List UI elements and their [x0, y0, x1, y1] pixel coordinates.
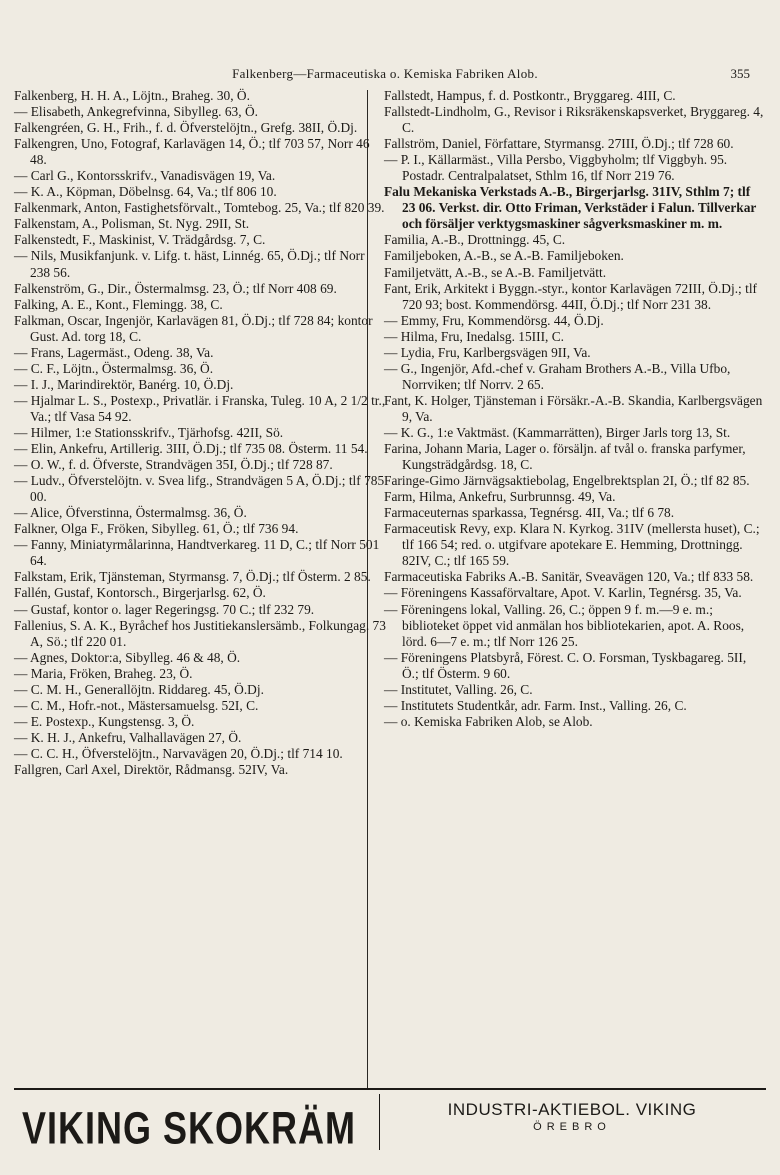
- directory-entry: Falkman, Oscar, Ingenjör, Karlavägen 81, Ö.Dj.; tlf 728 84; kontor Gust. Ad. torg 18, C.: [14, 312, 373, 344]
- directory-entry: Fallén, Gustaf, Kontorsch., Birgerjarlsg. 62, Ö.: [14, 585, 266, 601]
- directory-entry: — Hilma, Fru, Inedalsg. 15III, C.: [384, 328, 565, 344]
- directory-entry: — K. A., Köpman, Döbelnsg. 64, Va.; tlf 806 10.: [14, 184, 277, 200]
- directory-entry: Fallenius, S. A. K., Byråchef hos Justitiekanslersämb., Folkungag. 73 A, Sö.; tlf 220 01.: [14, 617, 386, 649]
- directory-entry: Falkenmark, Anton, Fastighetsförvalt., Tomtebog. 25, Va.; tlf 820 39.: [14, 200, 385, 216]
- ad-company: [382, 1100, 762, 1133]
- ad-company-city: ÖREBRO: [533, 1121, 611, 1133]
- directory-entry: — Frans, Lagermäst., Odeng. 38, Va.: [14, 344, 214, 360]
- directory-entry: Familia, A.-B., Drottningg. 45, C.: [384, 232, 566, 248]
- directory-entry: — Nils, Musikfanjunk. v. Lifg. t. häst, Linnég. 65, Ö.Dj.; tlf Norr 238 56.: [14, 248, 365, 280]
- directory-entry: — Ludv., Öfverstelöjtn. v. Svea lifg., Strandvägen 5 A, Ö.Dj.; tlf 785 00.: [14, 473, 385, 505]
- directory-entry: — Föreningens lokal, Valling. 26, C.; öppen 9 f. m.—9 e. m.; biblioteket öppet vid anmälan hos bibliotekarien, apot. A. Roos, lörd. 6—7 e. m.; tlf Norr 126 25.: [384, 601, 745, 649]
- directory-entry: Falkenström, G., Dir., Östermalmsg. 23, Ö.; tlf Norr 408 69.: [14, 280, 337, 296]
- directory-entry: — C. C. H., Öfverstelöjtn., Narvavägen 20, Ö.Dj.; tlf 714 10.: [14, 745, 343, 761]
- advertisement-strip: [14, 1088, 766, 1158]
- directory-entry: — Emmy, Fru, Kommendörsg. 44, Ö.Dj.: [384, 312, 604, 328]
- directory-entry: — Alice, Öfverstinna, Östermalmsg. 36, Ö.: [14, 505, 247, 521]
- directory-entry: — Elisabeth, Ankegrefvinna, Sibylleg. 63, Ö.: [14, 104, 258, 120]
- running-header: [20, 66, 750, 86]
- directory-entry: Falkengréen, G. H., Frih., f. d. Öfverstelöjtn., Grefg. 38II, Ö.Dj.: [14, 120, 358, 136]
- directory-entry: Familjeboken, A.-B., se A.-B. Familjeboken.: [384, 248, 624, 264]
- directory-entry: — Föreningens Kassaförvaltare, Apot. V. Karlin, Tegnérsg. 35, Va.: [384, 585, 742, 601]
- directory-entry: Falkner, Olga F., Fröken, Sibylleg. 61, Ö.; tlf 736 94.: [14, 521, 299, 537]
- directory-entry: Falu Mekaniska Verkstads A.-B., Birgerjarlsg. 31IV, Sthlm 7; tlf 23 06. Verkst. dir. Otto Friman, Verkstäder i Falun. Tillverkar och försäljer verktygsmaskiner sågverksmaskiner m. m.: [384, 184, 757, 232]
- ad-company-name: INDUSTRI-AKTIEBOL. VIKING: [447, 1100, 697, 1119]
- directory-entry: Fallström, Daniel, Författare, Styrmansg. 27III, Ö.Dj.; tlf 728 60.: [384, 136, 734, 152]
- directory-entry: — O. W., f. d. Öfverste, Strandvägen 35I, Ö.Dj.; tlf 728 87.: [14, 457, 333, 473]
- directory-entry: Falkenstedt, F., Maskinist, V. Trädgårdsg. 7, C.: [14, 232, 266, 248]
- directory-entry: — Elin, Ankefru, Artillerig. 3III, Ö.Dj.; tlf 735 08. Österm. 11 54.: [14, 441, 368, 457]
- directory-entry: — P. I., Källarmäst., Villa Persbo, Viggbyholm; tlf Viggbyh. 95. Postadr. Centralpalatset, Sthlm 16, tlf Norr 219 76.: [384, 152, 728, 184]
- page-number: 355: [730, 66, 750, 81]
- directory-entry: Faringe-Gimo Järnvägsaktiebolag, Engelbrektsplan 2I, Ö.; tlf 82 85.: [384, 473, 750, 489]
- directory-entry: — Hilmer, 1:e Stationsskrifv., Tjärhofsg. 42II, Sö.: [14, 424, 284, 440]
- directory-entry: Fallgren, Carl Axel, Direktör, Rådmansg. 52IV, Va.: [14, 761, 289, 777]
- directory-entry: — I. J., Marindirektör, Banérg. 10, Ö.Dj.: [14, 376, 234, 392]
- directory-entry: — Gustaf, kontor o. lager Regeringsg. 70 C.; tlf 232 79.: [14, 601, 315, 617]
- directory-entry: — Fanny, Miniatyrmålarinna, Handtverkareg. 11 D, C.; tlf Norr 501 64.: [14, 537, 380, 569]
- directory-entry: — o. Kemiska Fabriken Alob, se Alob.: [384, 713, 593, 729]
- directory-entry: Fallstedt-Lindholm, G., Revisor i Riksräkenskapsverket, Bryggareg. 4, C.: [384, 104, 764, 136]
- directory-entry: — Maria, Fröken, Braheg. 23, Ö.: [14, 665, 193, 681]
- ad-viking-skokram: VIKING SKOKRÄM: [22, 1102, 357, 1154]
- directory-entry: Falkenberg, H. H. A., Löjtn., Braheg. 30, Ö.: [14, 88, 250, 103]
- directory-entry: — G., Ingenjör, Afd.-chef v. Graham Brothers A.-B., Villa Ufbo, Norrviken; tlf Norrv. 2 65.: [384, 360, 731, 392]
- directory-entry: Farmaceuternas sparkassa, Tegnérsg. 4II, Va.; tlf 6 78.: [384, 505, 675, 521]
- directory-entry: Falkengren, Uno, Fotograf, Karlavägen 14, Ö.; tlf 703 57, Norr 46 48.: [14, 136, 370, 168]
- directory-entry: — K. G., 1:e Vaktmäst. (Kammarrätten), Birger Jarls torg 13, St.: [384, 424, 731, 440]
- right-column: [384, 88, 764, 730]
- directory-entry: Farina, Johann Maria, Lager o. försäljn. af tvål o. franska parfymer, Kungsträdgårdsg. 18, C.: [384, 441, 746, 473]
- directory-entry: Farmaceutisk Revy, exp. Klara N. Kyrkog. 31IV (mellersta huset), C.; tlf 166 54; red. o. utgifvare apotekare E. Hemming, Drottningg. 82IV, C.; tlf 165 59.: [384, 521, 760, 569]
- directory-entry: — Hjalmar L. S., Postexp., Privatlär. i Franska, Tuleg. 10 A, 2 1/2 tr., Va.; tlf Vasa 54 92.: [14, 392, 386, 424]
- directory-entry: — Institutets Studentkår, adr. Farm. Inst., Valling. 26, C.: [384, 697, 687, 713]
- header-title: Falkenberg—Farmaceutiska o. Kemiska Fabriken Alob.: [232, 66, 538, 81]
- directory-entry: Fallstedt, Hampus, f. d. Postkontr., Bryggareg. 4III, C.: [384, 88, 676, 103]
- directory-entry: — Föreningens Platsbyrå, Förest. C. O. Forsman, Tyskbagareg. 5II, Ö.; tlf Österm. 9 60.: [384, 649, 747, 681]
- directory-entry: Farm, Hilma, Ankefru, Surbrunnsg. 49, Va.: [384, 489, 616, 505]
- directory-entry: — Carl G., Kontorsskrifv., Vanadisvägen 19, Va.: [14, 168, 276, 184]
- directory-entry: Fant, Erik, Arkitekt i Byggn.-styr., kontor Karlavägen 72III, Ö.Dj.; tlf 720 93; bost. Kommendörsg. 44II, Ö.Dj.; tlf Norr 231 38.: [384, 280, 758, 312]
- directory-columns: [14, 88, 766, 1078]
- directory-entry: Familjetvätt, A.-B., se A.-B. Familjetvätt.: [384, 264, 607, 280]
- directory-entry: — Institutet, Valling. 26, C.: [384, 681, 533, 697]
- directory-entry: Falkenstam, A., Polisman, St. Nyg. 29II, St.: [14, 216, 250, 232]
- directory-entry: — Agnes, Doktor:a, Sibylleg. 46 & 48, Ö.: [14, 649, 241, 665]
- directory-entry: — E. Postexp., Kungstensg. 3, Ö.: [14, 713, 195, 729]
- directory-entry: Falkstam, Erik, Tjänsteman, Styrmansg. 7, Ö.Dj.; tlf Österm. 2 85.: [14, 569, 371, 585]
- directory-entry: — C. F., Löjtn., Östermalmsg. 36, Ö.: [14, 360, 214, 376]
- directory-entry: — Lydia, Fru, Karlbergsvägen 9II, Va.: [384, 344, 591, 360]
- directory-entry: Farmaceutiska Fabriks A.-B. Sanitär, Sveavägen 120, Va.; tlf 833 58.: [384, 569, 754, 585]
- directory-entry: — C. M., Hofr.-not., Mästersamuelsg. 52I, C.: [14, 697, 259, 713]
- directory-entry: — K. H. J., Ankefru, Valhallavägen 27, Ö.: [14, 729, 242, 745]
- directory-entry: Fant, K. Holger, Tjänsteman i Försäkr.-A.-B. Skandia, Karlbergsvägen 9, Va.: [384, 392, 763, 424]
- directory-entry: — C. M. H., Generallöjtn. Riddareg. 45, Ö.Dj.: [14, 681, 264, 697]
- directory-entry: Falking, A. E., Kont., Flemingg. 38, C.: [14, 296, 223, 312]
- ad-divider: [379, 1094, 380, 1150]
- left-column: [14, 88, 386, 778]
